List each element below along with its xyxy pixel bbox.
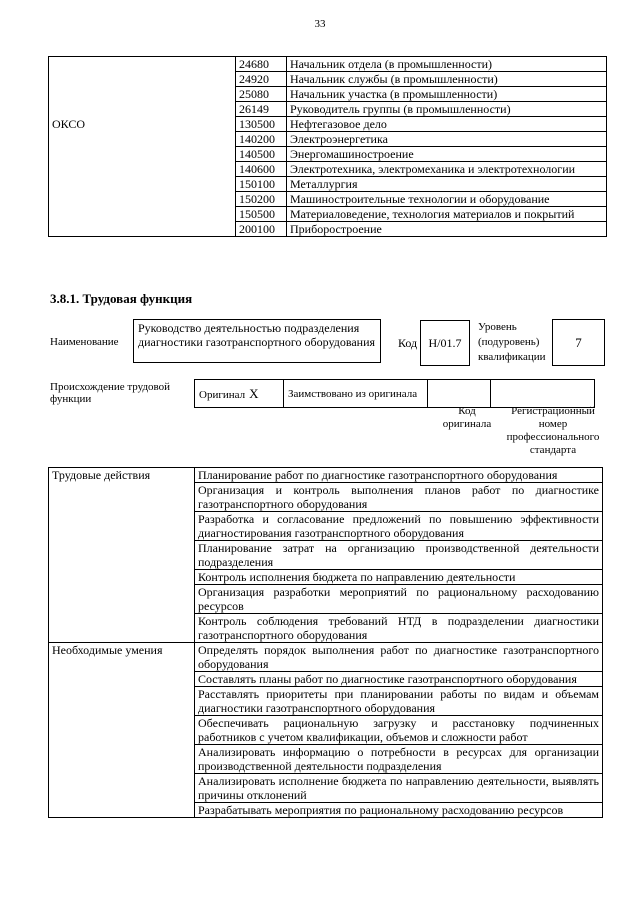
function-name-value: Руководство деятельностью подразделения диагностики газотранспортного оборудования [133,319,381,363]
required-skill-item: Разрабатывать мероприятия по рациональному расходованию ресурсов [195,803,603,818]
classification-row [49,147,607,162]
borrowed-label: Заимствовано из оригинала [284,380,428,408]
classification-row [49,72,607,87]
work-action-item: Планирование затрат на организацию производственной деятельности подразделения [195,541,603,570]
original-label: Оригинал [199,388,246,401]
required-skill-category: Необходимые умения [49,643,195,818]
required-skill-row [49,643,603,672]
original-code-caption: Код оригинала [442,405,492,430]
classification-group: ОКСО [49,117,236,132]
required-skill-item: Анализировать исполнение бюджета по направлению деятельности, выявлять причины отклонений [195,774,603,803]
classification-code: 24920 [236,72,287,87]
function-name-label: Наименование [50,336,119,348]
section-heading: 3.8.1. Трудовая функция [50,291,193,306]
code-label: Код [398,336,418,350]
work-action-item: Организация и контроль выполнения планов работ по диагностике газотранспортного оборудования [195,483,603,512]
work-action-item: Контроль исполнения бюджета по направлению деятельности [195,570,603,585]
classification-row [49,222,607,237]
classification-name: Энергомашиностроение [287,147,607,162]
classification-row [49,132,607,147]
classification-name: Начальник службы (в промышленности) [287,72,607,87]
classification-group [49,57,236,72]
classification-name: Руководитель группы (в промышленности) [287,102,607,117]
classification-row [49,117,607,132]
classification-group [49,147,236,162]
classification-group [49,222,236,237]
actions-skills-table [48,467,603,818]
classification-group [49,207,236,222]
classification-row [49,192,607,207]
classification-name: Машиностроительные технологии и оборудование [287,192,607,207]
classification-group [49,192,236,207]
classification-code: 150500 [236,207,287,222]
work-action-row [49,468,603,483]
origin-table [194,379,595,408]
work-action-item: Разработка и согласование предложений по повышению эффективности диагностирования газотранспортного оборудования [195,512,603,541]
classification-table [48,56,607,237]
reg-number-caption: Регистрационный номер профессионального стандарта [506,405,600,456]
work-action-item: Организация разработки мероприятий по рациональному расходованию ресурсов [195,585,603,614]
classification-row [49,207,607,222]
required-skill-item: Составлять планы работ по диагностике газотранспортного оборудования [195,672,603,687]
work-action-item: Контроль соблюдения требований НТД в подразделении диагностики газотранспортного оборудования [195,614,603,643]
classification-row [49,102,607,117]
classification-code: 24680 [236,57,287,72]
classification-group [49,162,236,177]
classification-row [49,177,607,192]
classification-group [49,72,236,87]
classification-code: 150200 [236,192,287,207]
original-code-cell [428,380,491,408]
work-action-category: Трудовые действия [49,468,195,643]
classification-code: 130500 [236,117,287,132]
required-skill-item: Расставлять приоритеты при планировании работы по видам и объемам диагностики газотранспортного оборудования [195,687,603,716]
page-number: 33 [314,18,326,30]
classification-code: 26149 [236,102,287,117]
required-skill-item: Анализировать информацию о потребности в ресурсах для организации производственной деятельности подразделения [195,745,603,774]
classification-name: Приборостроение [287,222,607,237]
level-label: Уровень (подуровень) квалификации [478,321,546,363]
classification-code: 150100 [236,177,287,192]
classification-name: Электроэнергетика [287,132,607,147]
classification-name: Материаловедение, технология материалов и покрытий [287,207,607,222]
classification-row [49,87,607,102]
work-action-item: Планирование работ по диагностике газотранспортного оборудования [195,468,603,483]
code-value: H/01.7 [420,320,470,366]
required-skill-item: Определять порядок выполнения работ по диагностике газотранспортного оборудования [195,643,603,672]
classification-code: 140200 [236,132,287,147]
required-skill-item: Обеспечивать рациональную загрузку и расстановку подчиненных работников с учетом квалификации, объемов и сложности работ [195,716,603,745]
classification-name: Начальник участка (в промышленности) [287,87,607,102]
classification-code: 25080 [236,87,287,102]
classification-name: Начальник отдела (в промышленности) [287,57,607,72]
classification-group [49,87,236,102]
classification-code: 200100 [236,222,287,237]
origin-original-cell [195,380,284,408]
original-mark: X [249,385,259,401]
reg-number-cell [491,380,595,408]
level-value: 7 [552,319,605,366]
classification-name: Электротехника, электромеханика и электротехнологии [287,162,607,177]
classification-code: 140500 [236,147,287,162]
origin-label: Происхождение трудовой функции [50,381,171,405]
classification-code: 140600 [236,162,287,177]
classification-group [49,132,236,147]
classification-group [49,177,236,192]
classification-name: Нефтегазовое дело [287,117,607,132]
classification-name: Металлургия [287,177,607,192]
classification-row [49,162,607,177]
classification-row [49,57,607,72]
classification-group [49,102,236,117]
